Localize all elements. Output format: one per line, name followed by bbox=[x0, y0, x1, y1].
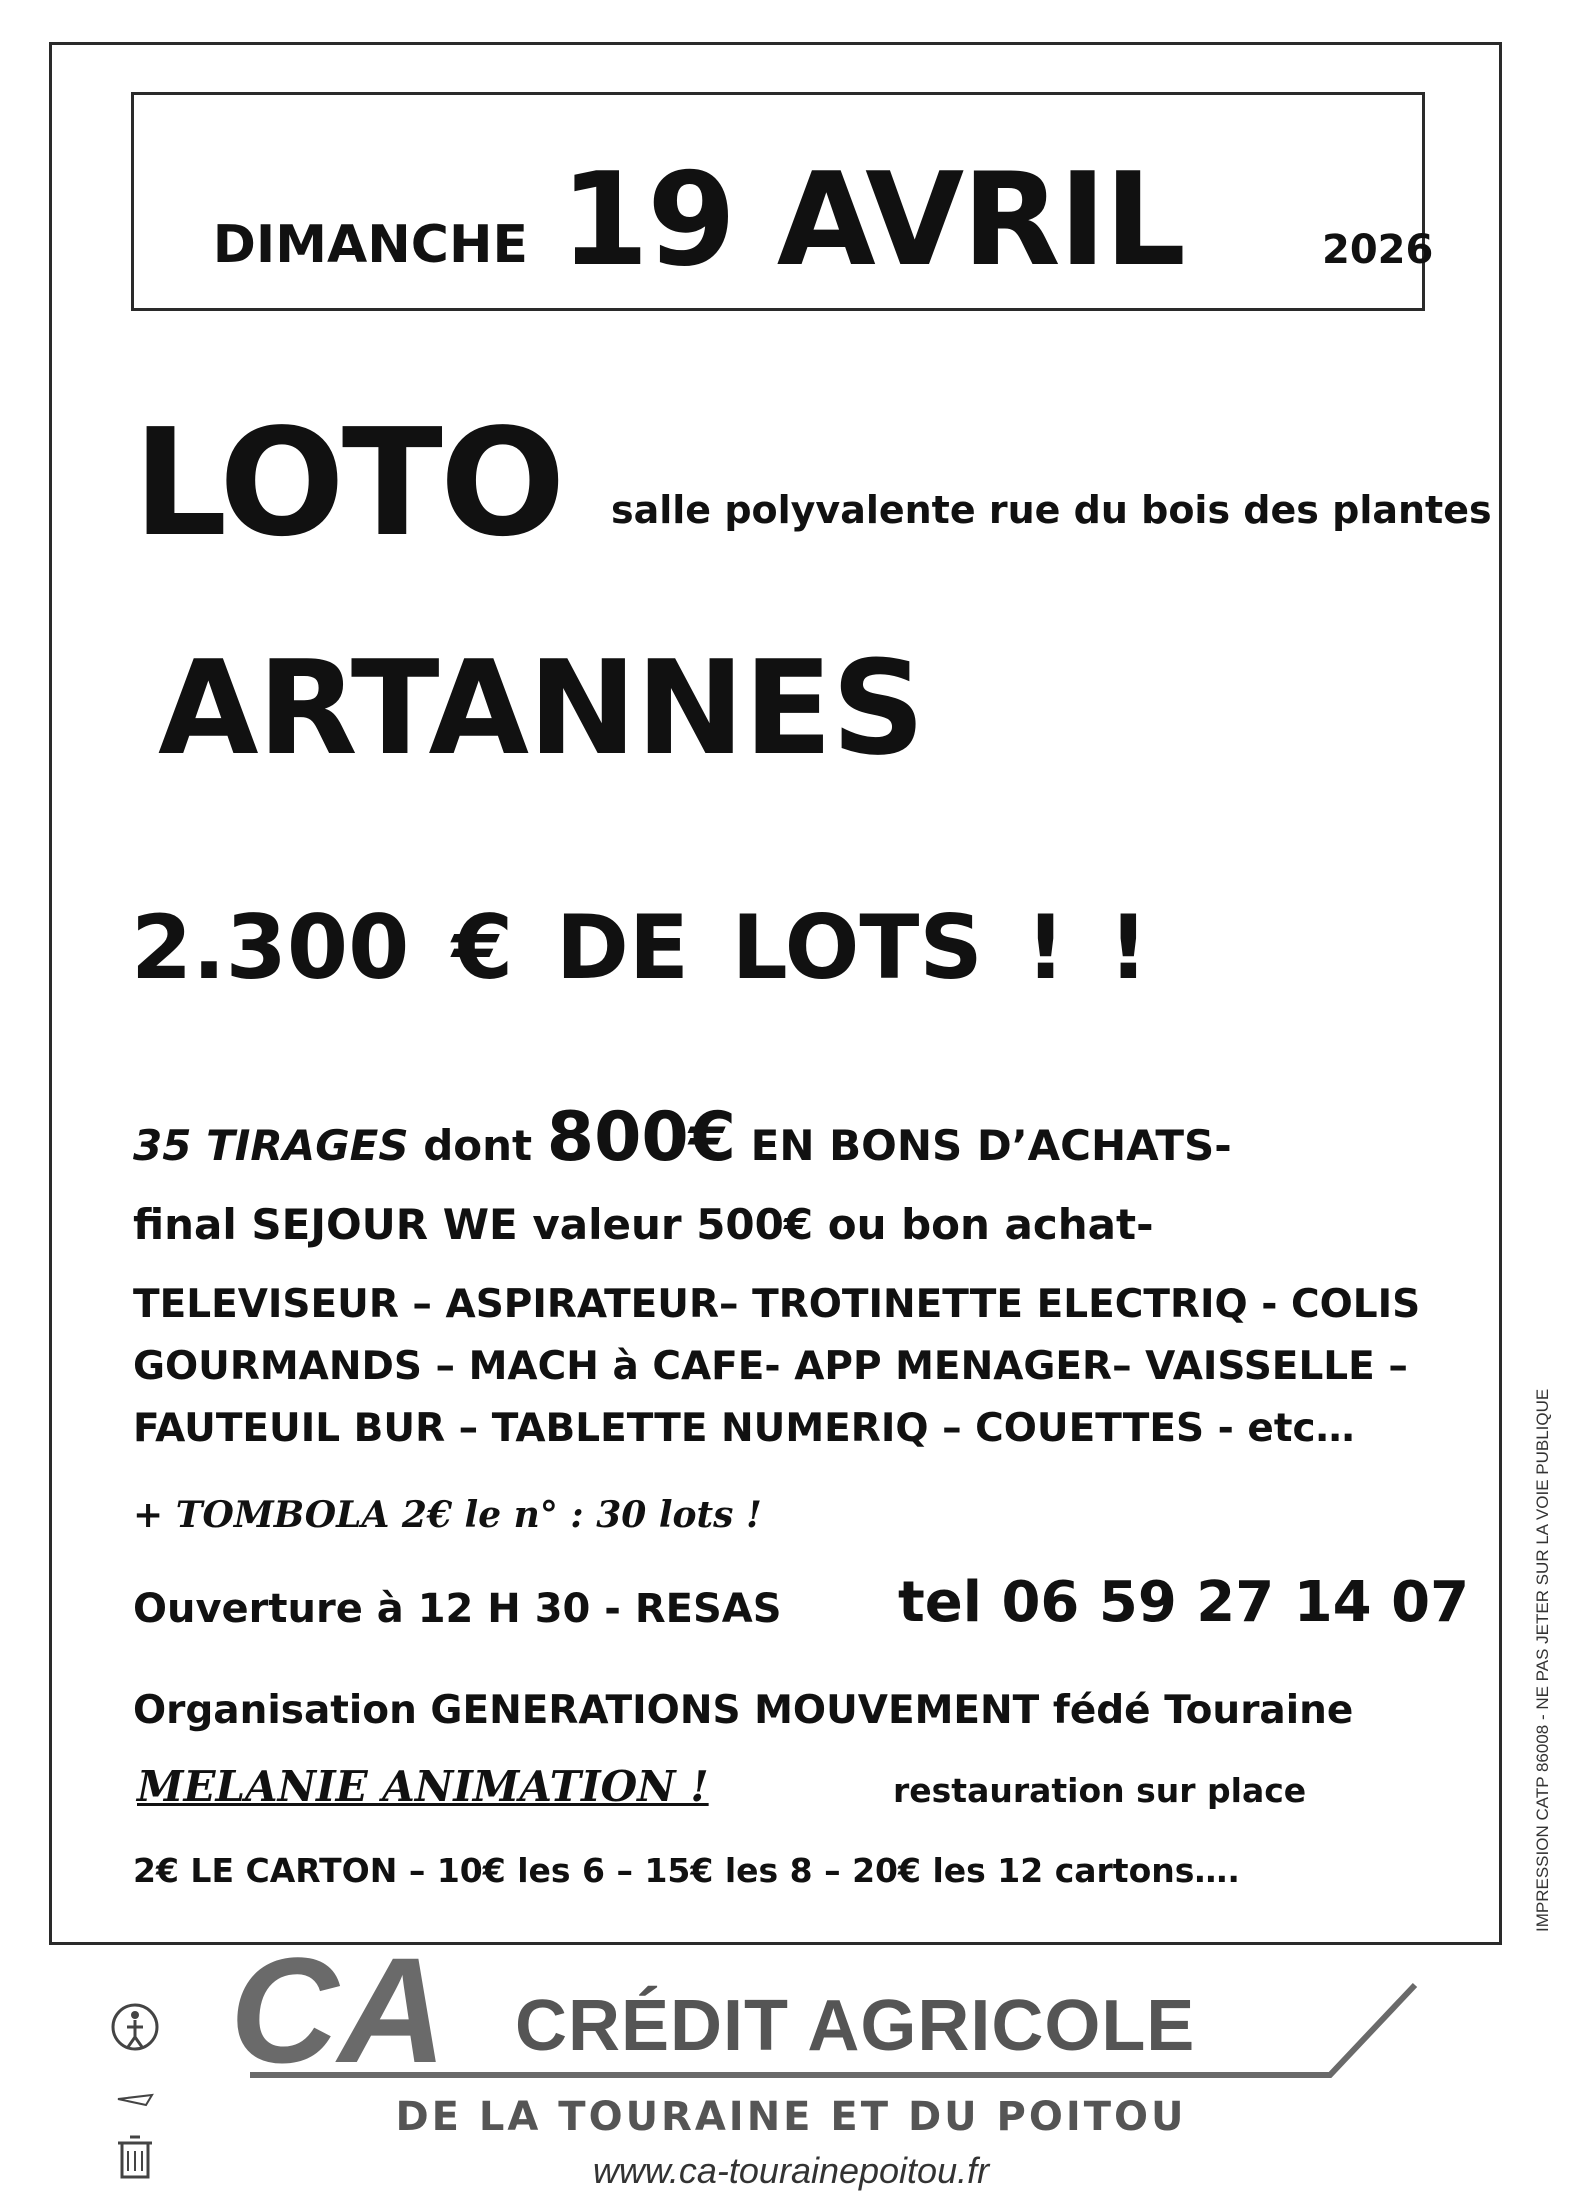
card-pricing: 2€ LE CARTON – 10€ les 6 – 15€ les 8 – 20€ les 12 cartons…. bbox=[133, 1851, 1240, 1890]
prizes-line: GOURMANDS – MACH à CAFE- APP MENAGER– VAISSELLE – bbox=[133, 1344, 1408, 1389]
draws-amount: 800€ bbox=[546, 1098, 737, 1177]
tombola-info: + TOMBOLA 2€ le n° : 30 lots ! bbox=[133, 1494, 762, 1536]
event-town: ARTANNES bbox=[158, 632, 925, 784]
draws-line bbox=[133, 1098, 1232, 1177]
prizes-line: FAUTEUIL BUR – TABLETTE NUMERIQ – COUETTES - etc… bbox=[133, 1406, 1355, 1451]
catering: restauration sur place bbox=[893, 1771, 1307, 1810]
sponsor-url[interactable]: www.ca-tourainepoitou.fr bbox=[592, 2150, 990, 2191]
date-line bbox=[134, 95, 1434, 308]
opening-time: Ouverture à 12 H 30 - RESAS bbox=[133, 1586, 782, 1632]
print-notice: IMPRESSION CATP 86008 - NE PAS JETER SUR LA VOIE PUBLIQUE bbox=[1533, 1388, 1552, 1932]
prizes-line: TELEVISEUR – ASPIRATEUR– TROTINETTE ELECTRIQ - COLIS bbox=[133, 1282, 1421, 1327]
date-box bbox=[131, 92, 1434, 311]
event-venue: salle polyvalente rue du bois des plantes bbox=[611, 488, 1492, 532]
event-day: DIMANCHE bbox=[212, 215, 528, 275]
final-prize: final SEJOUR WE valeur 500€ ou bon achat- bbox=[133, 1200, 1154, 1249]
recycle-icon bbox=[100, 1995, 170, 2185]
ca-logo-letters: CA bbox=[230, 1950, 447, 2090]
draws-count: 35 TIRAGES bbox=[133, 1121, 409, 1170]
event-title: LOTO bbox=[133, 397, 563, 569]
animation: MELANIE ANIMATION ! bbox=[137, 1762, 709, 1811]
event-date: 19 AVRIL bbox=[560, 146, 1184, 295]
draws-tail: EN BONS D’ACHATS- bbox=[736, 1121, 1232, 1170]
sponsor-region: DE LA TOURAINE ET DU POITOU bbox=[395, 2094, 1187, 2140]
sponsor-brand: CRÉDIT AGRICOLE bbox=[515, 1986, 1196, 2066]
organizer: Organisation GENERATIONS MOUVEMENT fédé Touraine bbox=[133, 1688, 1354, 1733]
draws-mid: dont bbox=[408, 1121, 547, 1170]
total-prizes: 2.300 € DE LOTS ! ! bbox=[131, 896, 1149, 999]
recycling-icons bbox=[100, 1995, 170, 2185]
event-year: 2026 bbox=[1322, 227, 1434, 273]
phone-number: tel 06 59 27 14 07 bbox=[898, 1570, 1470, 1635]
